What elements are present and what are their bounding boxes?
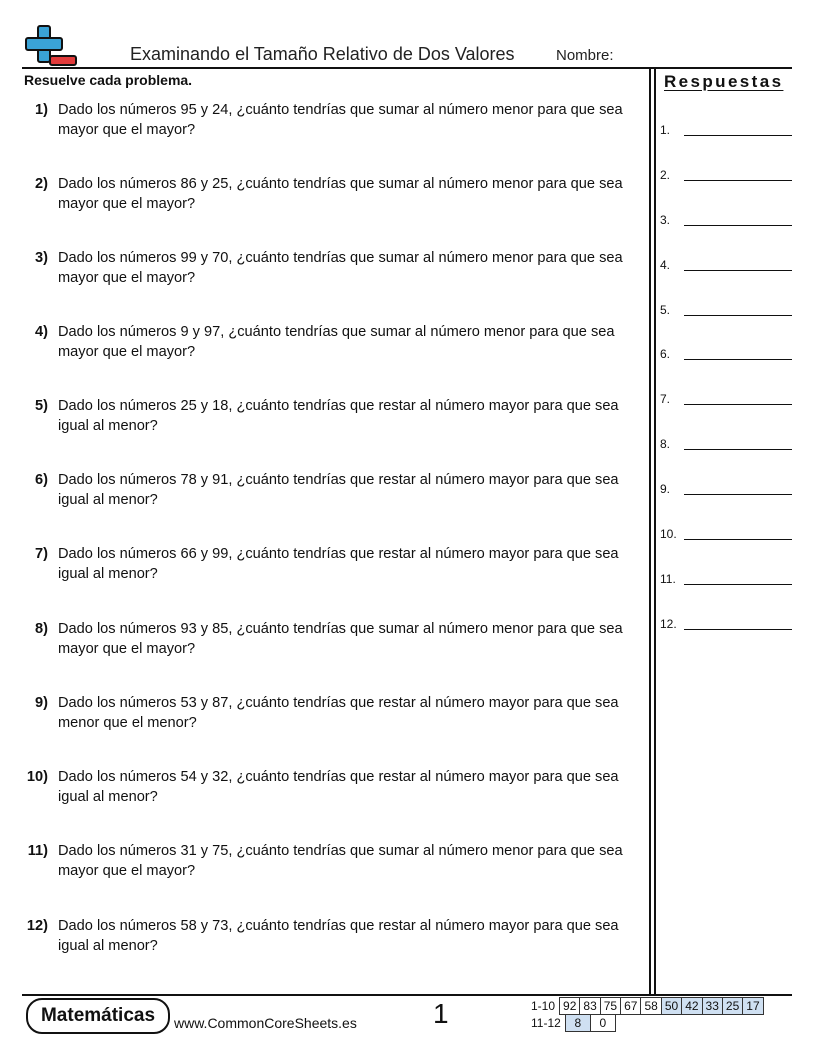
key-range-label: 1-10 <box>531 999 556 1013</box>
worksheet-title: Examinando el Tamaño Relativo de Dos Valores <box>130 44 515 64</box>
answer-blank-12[interactable] <box>660 617 792 637</box>
key-cell: 33 <box>702 998 722 1015</box>
answer-number: 9. <box>660 482 671 496</box>
problem-number: 2) <box>35 176 48 192</box>
answer-number: 3. <box>660 213 671 227</box>
answer-blank-6[interactable] <box>660 347 792 367</box>
answer-number: 5. <box>660 303 671 317</box>
key-cell: 92 <box>560 998 580 1015</box>
problem-number: 11) <box>27 843 48 859</box>
answer-blank-7[interactable] <box>660 392 792 412</box>
problem-text: Dado los números 66 y 99, ¿cuánto tendrías que restar al número mayor para que sea igual al menor? <box>58 546 619 582</box>
answer-line[interactable] <box>684 539 792 540</box>
problem-text: Dado los números 25 y 18, ¿cuánto tendrías que restar al número mayor para que sea igual al menor? <box>58 398 619 434</box>
answer-line[interactable] <box>684 584 792 585</box>
key-cell: 0 <box>590 1015 615 1032</box>
problem-text: Dado los números 95 y 24, ¿cuánto tendrías que sumar al número menor para que sea mayor que el mayor? <box>58 102 623 138</box>
answer-line[interactable] <box>684 629 792 630</box>
key-cell: 67 <box>621 998 641 1015</box>
problem-text: Dado los números 58 y 73, ¿cuánto tendrías que restar al número mayor para que sea igual al menor? <box>58 918 619 954</box>
answer-number: 12. <box>660 617 677 631</box>
problem-number: 8) <box>35 621 48 637</box>
problem-number: 6) <box>35 472 48 488</box>
key-cell: 50 <box>661 998 681 1015</box>
answer-line[interactable] <box>684 404 792 405</box>
problem-text: Dado los números 86 y 25, ¿cuánto tendrías que sumar al número menor para que sea mayor que el mayor? <box>58 176 623 212</box>
answer-number: 10. <box>660 527 677 541</box>
answer-blank-10[interactable] <box>660 527 792 547</box>
problem-number: 3) <box>35 250 48 266</box>
answer-number: 11. <box>660 572 676 586</box>
plus-minus-logo-icon <box>22 24 80 68</box>
column-divider-right <box>654 67 656 994</box>
answer-blank-11[interactable] <box>660 572 792 592</box>
top-divider <box>22 67 792 69</box>
problem-text: Dado los números 9 y 97, ¿cuánto tendrías que sumar al número menor para que sea mayor que el mayor? <box>58 324 615 360</box>
problem-number: 10) <box>26 769 48 785</box>
answer-line[interactable] <box>684 270 792 271</box>
answer-line[interactable] <box>684 180 792 181</box>
key-cell: 17 <box>743 998 763 1015</box>
answer-line[interactable] <box>684 449 792 450</box>
problem-number: 12) <box>26 918 48 934</box>
problem-text: Dado los números 93 y 85, ¿cuánto tendrías que sumar al número menor para que sea mayor que el mayor? <box>58 621 623 657</box>
answer-number: 7. <box>660 392 671 406</box>
problem-text: Dado los números 31 y 75, ¿cuánto tendrías que sumar al número menor para que sea mayor que el mayor? <box>58 843 623 879</box>
problem-text: Dado los números 78 y 91, ¿cuánto tendrías que restar al número mayor para que sea igual al menor? <box>58 472 619 508</box>
key-range-label: 11-12 <box>531 1016 561 1030</box>
problem-number: 5) <box>35 398 48 414</box>
key-cell: 8 <box>565 1015 590 1032</box>
brand-badge: Matemáticas <box>26 998 170 1034</box>
key-cell: 58 <box>641 998 661 1015</box>
problem-text: Dado los números 53 y 87, ¿cuánto tendrías que restar al número mayor para que sea menor que el menor? <box>58 695 619 731</box>
problem-number: 1) <box>35 102 48 118</box>
answer-number: 8. <box>660 437 671 451</box>
answer-number: 6. <box>660 347 671 361</box>
answer-blank-9[interactable] <box>660 482 792 502</box>
problem-number: 4) <box>35 324 48 340</box>
column-divider-left <box>649 67 651 994</box>
answer-line[interactable] <box>684 315 792 316</box>
instructions: Resuelve cada problema. <box>24 72 193 88</box>
problem-text: Dado los números 54 y 32, ¿cuánto tendrías que restar al número mayor para que sea igual al menor? <box>58 769 619 805</box>
site-url[interactable]: www.CommonCoreSheets.es <box>174 1015 357 1031</box>
page-number: 1 <box>433 998 449 1029</box>
answers-heading: Respuestas <box>664 72 784 91</box>
name-label: Nombre: <box>556 47 614 64</box>
answer-number: 4. <box>660 258 671 272</box>
answer-line[interactable] <box>684 359 792 360</box>
key-cell: 75 <box>600 998 620 1015</box>
problem-number: 9) <box>35 695 48 711</box>
answer-blank-1[interactable] <box>660 123 792 143</box>
key-cell: 25 <box>722 998 742 1015</box>
answer-blank-5[interactable] <box>660 303 792 323</box>
answer-line[interactable] <box>684 494 792 495</box>
answer-number: 1. <box>660 123 671 137</box>
problem-text: Dado los números 99 y 70, ¿cuánto tendrías que sumar al número menor para que sea mayor que el mayor? <box>58 250 623 286</box>
answer-line[interactable] <box>684 225 792 226</box>
bottom-divider <box>22 994 792 996</box>
key-cell: 83 <box>580 998 600 1015</box>
answer-blank-4[interactable] <box>660 258 792 278</box>
problem-number: 7) <box>35 546 48 562</box>
answer-key-row-1 <box>528 997 764 1015</box>
answer-number: 2. <box>660 168 671 182</box>
key-cell: 42 <box>682 998 702 1015</box>
answer-blank-3[interactable] <box>660 213 792 233</box>
answer-key-row-2 <box>528 1014 616 1032</box>
answer-blank-2[interactable] <box>660 168 792 188</box>
answer-blank-8[interactable] <box>660 437 792 457</box>
answer-line[interactable] <box>684 135 792 136</box>
